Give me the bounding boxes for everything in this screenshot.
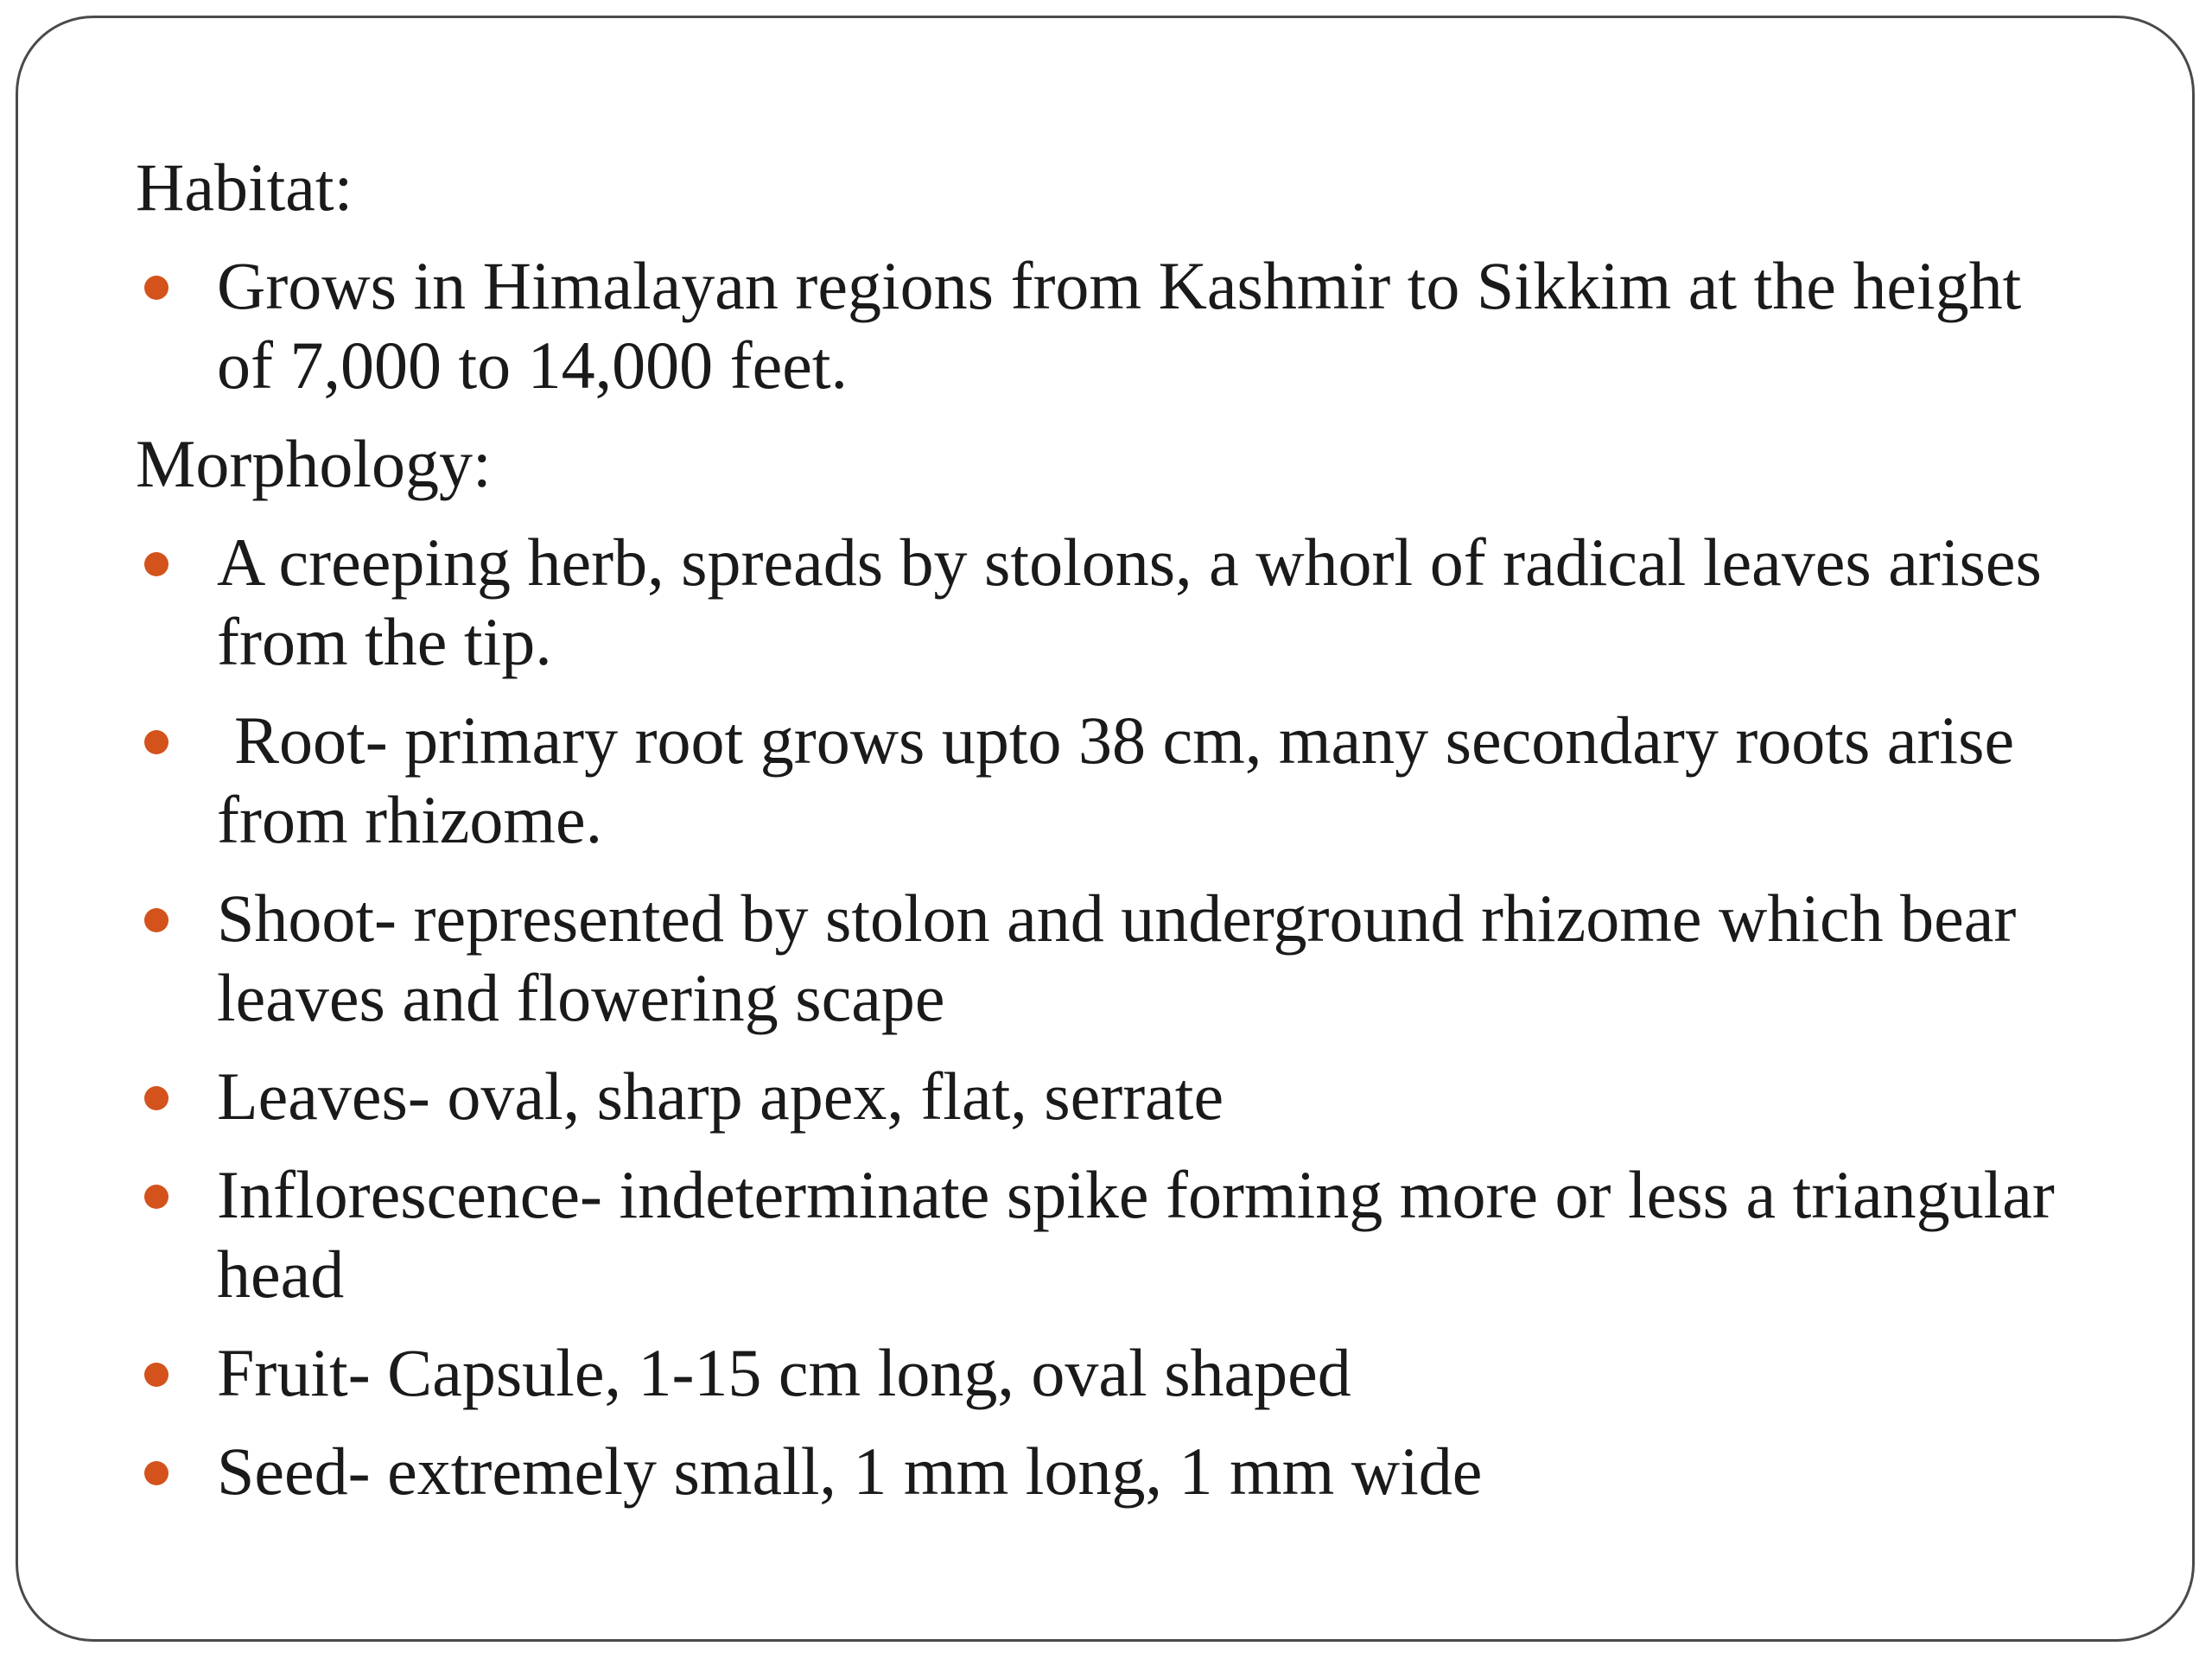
list-item-text: A creeping herb, spreads by stolons, a whorl of radical leaves arises from the tip.: [217, 524, 2042, 679]
list-item-text: Grows in Himalayan regions from Kashmir to Sikkim at the height of 7,000 to 14,000 feet.: [217, 248, 2022, 403]
bullet-icon: [144, 1185, 168, 1209]
list-item: [136, 1057, 2071, 1136]
bullet-icon: [144, 730, 168, 754]
list-item-text: Root- primary root grows upto 38 cm, many secondary roots arise from rhizome.: [217, 702, 2015, 857]
list-item-text: Leaves- oval, sharp apex, flat, serrate: [217, 1058, 1224, 1134]
list-item-text: Inflorescence- indeterminate spike forming more or less a triangular head: [217, 1157, 2055, 1312]
bullet-icon: [144, 552, 168, 576]
list-item: [136, 879, 2071, 1038]
list-item-text: Fruit- Capsule, 1-15 cm long, oval shaped: [217, 1335, 1351, 1410]
list-item-text: Shoot- represented by stolon and underground rhizome which bear leaves and flowering scape: [217, 880, 2017, 1035]
section-heading-habitat: Habitat:: [136, 149, 353, 225]
list-item: [136, 1155, 2071, 1314]
list-item: [136, 523, 2071, 682]
habitat-list: [136, 246, 2071, 405]
section-heading-morphology: Morphology:: [136, 426, 492, 501]
bullet-icon: [144, 1461, 168, 1485]
morphology-list: [136, 523, 2071, 1511]
list-item: [136, 1333, 2071, 1413]
bullet-icon: [144, 1363, 168, 1387]
bullet-icon: [144, 1086, 168, 1110]
list-item-text: Seed- extremely small, 1 mm long, 1 mm wide: [217, 1433, 1483, 1509]
list-item: [136, 701, 2071, 860]
bullet-icon: [144, 276, 168, 300]
slide-content: [136, 148, 2071, 1530]
list-item: [136, 1432, 2071, 1511]
slide-frame: [16, 16, 2195, 1642]
bullet-icon: [144, 908, 168, 932]
list-item: [136, 246, 2071, 405]
